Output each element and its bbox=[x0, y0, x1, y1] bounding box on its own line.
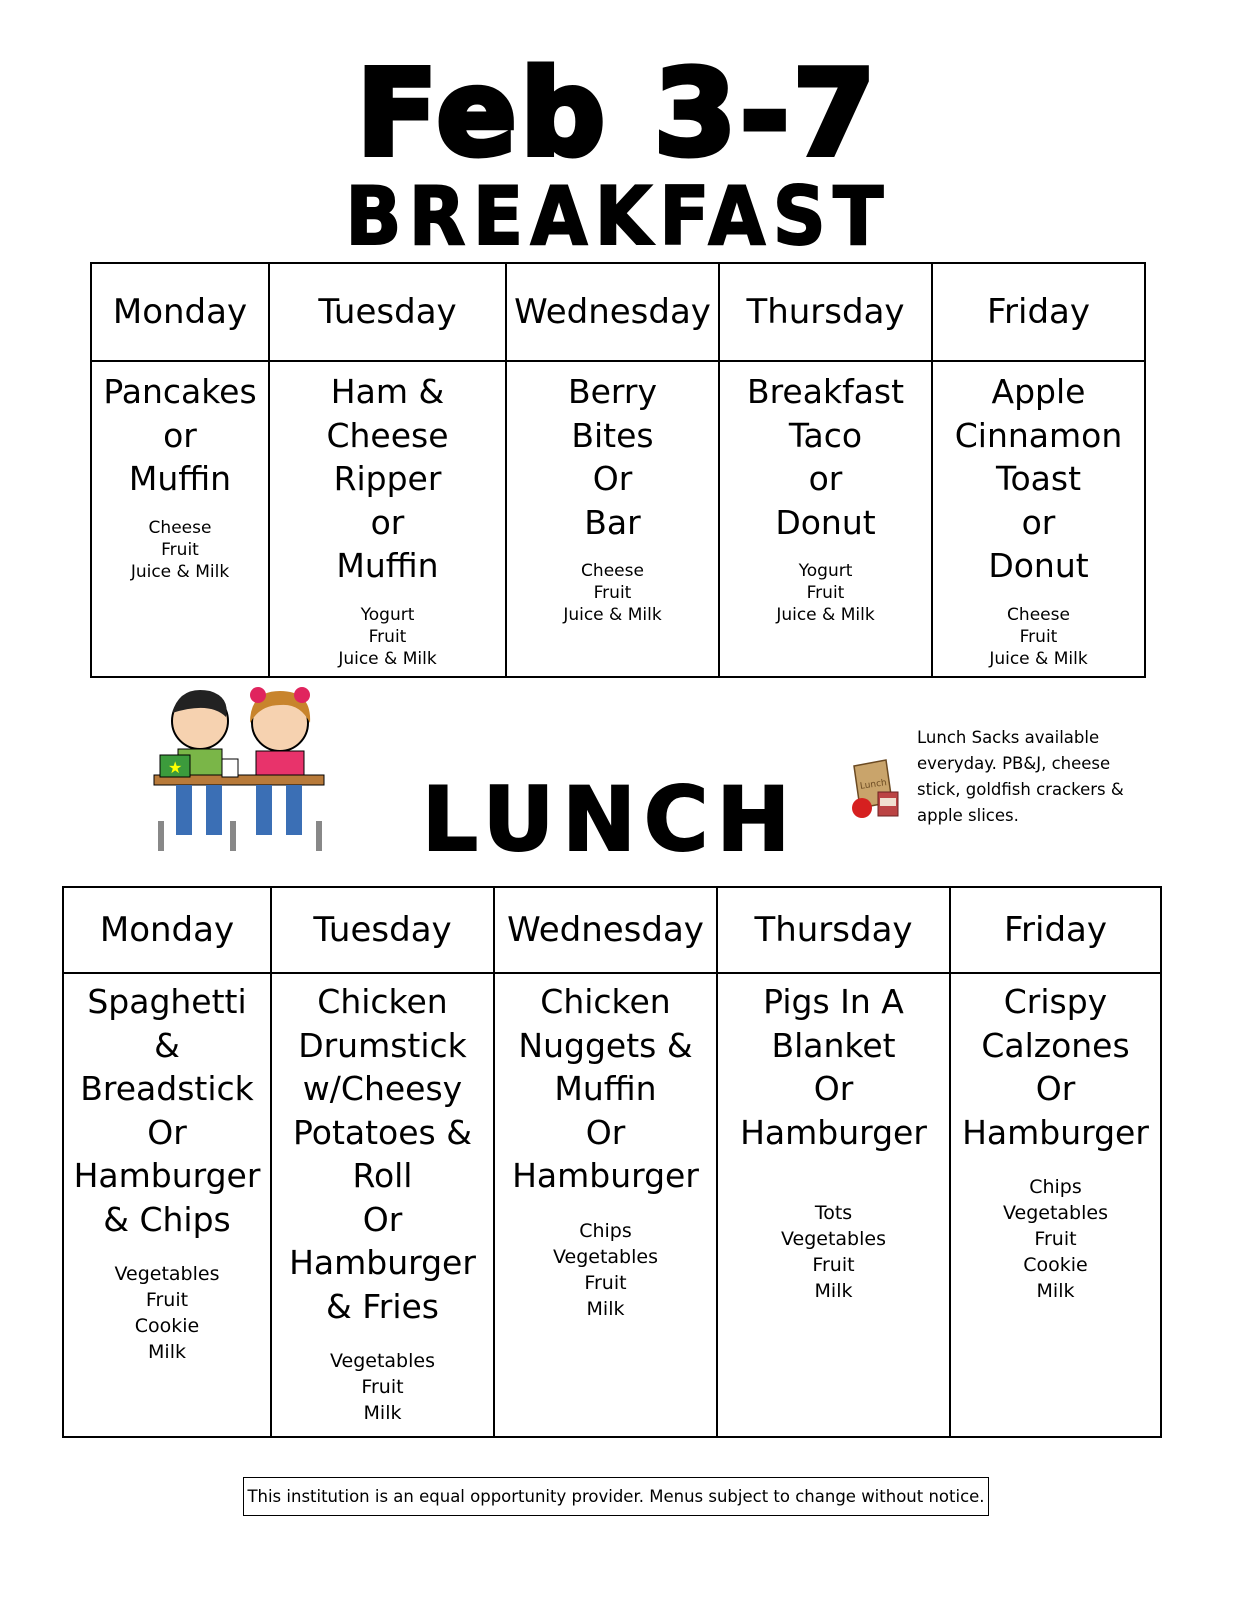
main-dish-line: Berry bbox=[567, 372, 658, 411]
main-dish-line: Drumstick bbox=[298, 1025, 467, 1065]
main-dish-line: Or bbox=[1035, 1069, 1076, 1108]
main-dish-line: or bbox=[370, 502, 405, 542]
main-dish-line: Ripper bbox=[333, 459, 442, 498]
side-item: Cookie bbox=[1023, 1254, 1088, 1276]
side-item: Yogurt bbox=[798, 561, 853, 581]
side-item: Tots bbox=[814, 1202, 853, 1224]
main-dish-line: Nuggets & bbox=[518, 1025, 693, 1065]
side-item: Fruit bbox=[584, 1271, 627, 1294]
day-header-friday: Friday bbox=[950, 887, 1161, 973]
svg-text:★: ★ bbox=[168, 758, 183, 777]
side-item: Fruit bbox=[812, 1254, 855, 1276]
side-item: Cheese bbox=[581, 561, 644, 581]
main-dish-line: Hamburger bbox=[512, 1156, 699, 1195]
main-dish bbox=[718, 974, 949, 1154]
side-item: Vegetables bbox=[1003, 1202, 1108, 1224]
menu-cell-tuesday bbox=[269, 361, 506, 677]
main-dish-line: Or bbox=[813, 1069, 854, 1108]
side-item: Chips bbox=[579, 1219, 632, 1242]
main-dish-line: or bbox=[163, 415, 197, 455]
day-header-tuesday: Tuesday bbox=[271, 887, 494, 973]
day-header-friday: Friday bbox=[932, 263, 1145, 361]
day-header-monday: Monday bbox=[91, 263, 269, 361]
main-dish-line: Cheese bbox=[326, 415, 449, 455]
menu-cell-monday bbox=[91, 361, 269, 677]
side-items bbox=[495, 1218, 716, 1322]
side-item: Cookie bbox=[134, 1315, 200, 1337]
main-dish-line: or bbox=[1021, 502, 1056, 542]
main-dish bbox=[720, 362, 931, 544]
menu-cell-wednesday bbox=[494, 973, 717, 1437]
menu-cell-thursday bbox=[719, 361, 932, 677]
day-header-thursday: Thursday bbox=[719, 263, 932, 361]
main-dish bbox=[495, 974, 716, 1198]
main-dish-line: Calzones bbox=[981, 1025, 1130, 1065]
side-item: Milk bbox=[586, 1297, 625, 1320]
breakfast-heading: BREAKFAST bbox=[345, 170, 891, 263]
main-dish-line: Muffin bbox=[336, 546, 439, 585]
main-dish-line: Hamburger bbox=[962, 1112, 1149, 1152]
side-item: Yogurt bbox=[360, 604, 415, 625]
side-items bbox=[270, 604, 505, 670]
week-title: Feb 3-7 bbox=[356, 44, 880, 182]
breakfast-header-row bbox=[91, 263, 1145, 361]
main-dish-line: Pigs In A bbox=[763, 982, 904, 1021]
side-item: Juice & Milk bbox=[989, 648, 1088, 669]
footer-disclaimer: This institution is an equal opportunity provider. Menus subject to change without notice. bbox=[243, 1477, 989, 1516]
menu-cell-monday bbox=[63, 973, 271, 1437]
main-dish-line: & bbox=[154, 1025, 180, 1065]
main-dish-line: Or bbox=[147, 1112, 187, 1152]
main-dish-line: Ham & bbox=[330, 372, 445, 411]
side-item: Fruit bbox=[145, 1289, 189, 1311]
lunch-menu-row bbox=[63, 973, 1161, 1437]
day-header-wednesday: Wednesday bbox=[494, 887, 717, 973]
side-item: Fruit bbox=[593, 583, 632, 603]
side-item: Cheese bbox=[148, 517, 212, 538]
main-dish-line: Breadstick bbox=[80, 1069, 254, 1108]
main-dish-line: Donut bbox=[775, 502, 876, 542]
main-dish-line: Donut bbox=[988, 546, 1089, 585]
main-dish-line: Or bbox=[585, 1112, 626, 1152]
side-item bbox=[718, 1174, 949, 1200]
main-dish-line: Roll bbox=[352, 1156, 413, 1195]
svg-text:Lunch: Lunch bbox=[859, 778, 888, 792]
side-item: Fruit bbox=[161, 539, 199, 560]
main-dish bbox=[933, 362, 1144, 588]
lunch-sack-note: Lunch Sacks available everyday. PB&J, cheese stick, goldfish crackers & apple slices. bbox=[917, 728, 1124, 825]
lunch-table bbox=[62, 886, 1162, 1438]
side-items bbox=[933, 604, 1144, 670]
side-items bbox=[720, 560, 931, 626]
main-dish bbox=[951, 974, 1160, 1154]
side-item: Fruit bbox=[806, 583, 845, 603]
day-header-thursday: Thursday bbox=[717, 887, 950, 973]
side-item: Milk bbox=[814, 1280, 853, 1302]
menu-cell-thursday bbox=[717, 973, 950, 1437]
main-dish bbox=[507, 362, 718, 544]
side-item: Fruit bbox=[361, 1376, 404, 1398]
menu-cell-tuesday bbox=[271, 973, 494, 1437]
main-dish-line: Or bbox=[592, 459, 633, 498]
breakfast-table bbox=[90, 262, 1146, 678]
side-item: Vegetables bbox=[330, 1350, 435, 1372]
side-item: Cheese bbox=[1007, 604, 1070, 625]
main-dish bbox=[92, 362, 268, 501]
kids-lunch-clipart-icon bbox=[150, 683, 330, 853]
main-dish-line: Hamburger bbox=[740, 1112, 927, 1152]
main-dish-line: Chicken bbox=[540, 982, 671, 1021]
day-header-tuesday: Tuesday bbox=[269, 263, 506, 361]
side-items bbox=[718, 1174, 949, 1304]
side-item: Milk bbox=[1036, 1280, 1075, 1302]
lunch-sack-icon bbox=[846, 752, 906, 820]
main-dish-line: Cinnamon bbox=[954, 415, 1123, 455]
main-dish bbox=[270, 362, 505, 588]
main-dish-line: & Chips bbox=[103, 1199, 231, 1239]
main-dish-line: Hamburger bbox=[289, 1243, 476, 1282]
side-item: Juice & Milk bbox=[130, 561, 230, 582]
side-items bbox=[92, 517, 268, 583]
side-items bbox=[507, 560, 718, 626]
main-dish-line: Taco bbox=[788, 415, 863, 455]
lunch-header-row bbox=[63, 887, 1161, 973]
menu-cell-friday bbox=[932, 361, 1145, 677]
lunch-heading: LUNCH bbox=[421, 768, 799, 871]
menu-cell-wednesday bbox=[506, 361, 719, 677]
main-dish-line: Chicken bbox=[317, 982, 448, 1021]
main-dish-line: Or bbox=[362, 1199, 403, 1239]
main-dish-line: Bar bbox=[584, 502, 641, 542]
side-item: Milk bbox=[148, 1341, 186, 1363]
side-item: Juice & Milk bbox=[338, 648, 437, 669]
side-item: Chips bbox=[1029, 1176, 1082, 1198]
main-dish-line: w/Cheesy bbox=[302, 1069, 463, 1108]
main-dish-line: Hamburger bbox=[73, 1156, 261, 1195]
main-dish-line: Apple bbox=[991, 372, 1086, 411]
side-item: Fruit bbox=[368, 626, 407, 647]
main-dish-line: Breakfast bbox=[746, 372, 905, 411]
main-dish-line: Pancakes bbox=[103, 372, 257, 411]
menu-cell-friday bbox=[950, 973, 1161, 1437]
side-item: Fruit bbox=[1034, 1228, 1077, 1250]
main-dish-line: Bites bbox=[571, 415, 654, 455]
side-items bbox=[951, 1174, 1160, 1304]
main-dish-line: Muffin bbox=[128, 459, 232, 498]
side-item: Milk bbox=[363, 1402, 402, 1424]
day-header-wednesday: Wednesday bbox=[506, 263, 719, 361]
side-item: Fruit bbox=[1019, 626, 1058, 647]
main-dish-line: or bbox=[808, 459, 843, 498]
side-item: Juice & Milk bbox=[563, 605, 662, 625]
main-dish-line: Potatoes & bbox=[293, 1112, 472, 1152]
main-dish bbox=[272, 974, 493, 1328]
main-dish-line: Toast bbox=[995, 459, 1082, 498]
main-dish-line: Crispy bbox=[1003, 982, 1108, 1021]
day-header-monday: Monday bbox=[63, 887, 271, 973]
main-dish-line: Blanket bbox=[771, 1025, 896, 1065]
side-item: Juice & Milk bbox=[776, 605, 875, 625]
main-dish bbox=[64, 974, 270, 1241]
side-item: Vegetables bbox=[114, 1263, 220, 1285]
side-items bbox=[272, 1348, 493, 1426]
main-dish-line: & Fries bbox=[325, 1286, 440, 1326]
side-items bbox=[64, 1261, 270, 1365]
main-dish-line: Spaghetti bbox=[87, 982, 247, 1021]
side-item: Vegetables bbox=[553, 1245, 658, 1268]
main-dish-line: Muffin bbox=[554, 1069, 657, 1108]
breakfast-menu-row bbox=[91, 361, 1145, 677]
side-item: Vegetables bbox=[781, 1228, 886, 1250]
